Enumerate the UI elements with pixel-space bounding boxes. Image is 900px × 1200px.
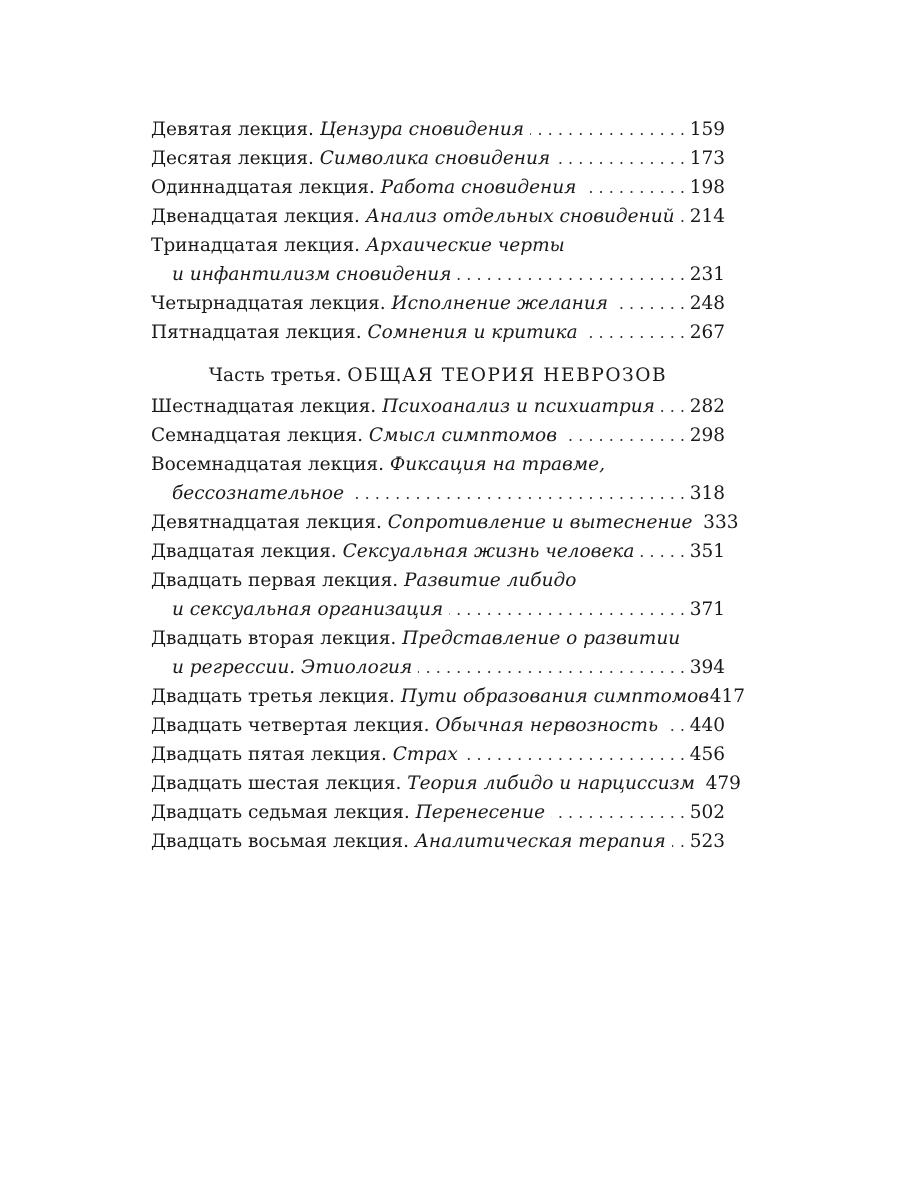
page-number: 298 — [689, 425, 725, 446]
page-number: 282 — [689, 396, 725, 417]
toc-entry[interactable] — [151, 450, 725, 508]
lecture-title: Представление о развитии — [402, 628, 681, 649]
page-number: 351 — [689, 541, 725, 562]
page-number: 198 — [689, 177, 725, 198]
page-number: 333 — [703, 512, 739, 533]
dot-leader — [418, 653, 685, 682]
lecture-title: Пути образования симптомов — [400, 686, 710, 707]
lecture-label: Двадцать вторая лекция. — [151, 628, 397, 649]
lecture-title: Цензура сновидения — [319, 119, 525, 140]
toc-entry[interactable] — [151, 682, 746, 711]
lecture-title: Сопротивление и вытеснение — [387, 512, 693, 533]
dot-leader — [664, 711, 685, 740]
part-three-heading — [151, 361, 725, 390]
dot-leader — [584, 318, 685, 347]
page-number: 456 — [689, 744, 725, 765]
lecture-title: Аналитическая терапия — [414, 831, 666, 852]
toc-entry[interactable] — [151, 318, 725, 347]
page-number: 371 — [689, 599, 725, 620]
lecture-label: Двадцать третья лекция. — [151, 686, 395, 707]
toc-entry[interactable] — [151, 289, 725, 318]
lecture-title: Исполнение желания — [391, 293, 609, 314]
lecture-title: Теория либидо и нарциссизм — [407, 773, 695, 794]
page-number: 479 — [705, 773, 741, 794]
lecture-label: Восемнадцатая лекция. — [151, 454, 384, 475]
lecture-label: Одиннадцатая лекция. — [151, 177, 375, 198]
dot-leader — [661, 392, 685, 421]
page-number: 248 — [689, 293, 725, 314]
lecture-label: Двадцатая лекция. — [151, 541, 337, 562]
lecture-title-continuation: и сексуальная организация — [172, 599, 444, 620]
page-number: 318 — [689, 483, 725, 504]
lecture-title: Обычная нервозность — [435, 715, 659, 736]
lecture-title: Символика сновидения — [319, 148, 551, 169]
page-number: 394 — [689, 657, 725, 678]
lecture-label: Двадцать пятая лекция. — [151, 744, 387, 765]
toc-entry[interactable] — [151, 566, 725, 624]
toc-entry[interactable] — [151, 144, 725, 173]
lecture-label: Семнадцатая лекция. — [151, 425, 364, 446]
dot-leader — [582, 173, 685, 202]
lecture-title: Фиксация на травме, — [389, 454, 605, 475]
table-of-contents — [151, 115, 746, 856]
lecture-title: Работа сновидения — [380, 177, 577, 198]
dot-leader — [614, 289, 685, 318]
lecture-label: Двадцать седьмая лекция. — [151, 802, 410, 823]
dot-leader — [672, 827, 685, 856]
toc-entry[interactable] — [151, 624, 725, 682]
toc-entry[interactable] — [151, 421, 725, 450]
lecture-title: Страх — [392, 744, 458, 765]
page-number: 417 — [709, 686, 746, 707]
toc-entry[interactable] — [151, 508, 739, 537]
lecture-label: Девятая лекция. — [151, 119, 314, 140]
lecture-label: Двадцать восьмая лекция. — [151, 831, 409, 852]
page-number: 440 — [689, 715, 725, 736]
lecture-label: Шестнадцатая лекция. — [151, 396, 377, 417]
toc-entry[interactable] — [151, 115, 725, 144]
lecture-label: Двадцать первая лекция. — [151, 570, 399, 591]
toc-entry[interactable] — [151, 711, 725, 740]
part-three-title: ОБЩАЯ ТЕОРИЯ НЕВРОЗОВ — [347, 365, 668, 386]
dot-leader — [640, 537, 685, 566]
part-three-entries — [151, 392, 746, 856]
lecture-title: Анализ отдельных сновидений — [365, 206, 675, 227]
toc-entry[interactable] — [151, 392, 725, 421]
lecture-title: Архаические черты — [365, 235, 565, 256]
toc-entry[interactable] — [151, 827, 725, 856]
lecture-title-continuation: бессознательное — [172, 483, 345, 504]
dot-leader — [556, 144, 685, 173]
lecture-label: Двенадцатая лекция. — [151, 206, 360, 227]
lecture-label: Пятнадцатая лекция. — [151, 322, 362, 343]
dot-leader — [563, 421, 685, 450]
toc-entry[interactable] — [151, 173, 725, 202]
lecture-label: Десятая лекция. — [151, 148, 314, 169]
page-number: 502 — [689, 802, 725, 823]
page-number: 214 — [689, 206, 725, 227]
lecture-title: Развитие либидо — [404, 570, 577, 591]
lecture-title: Психоанализ и психиатрия — [382, 396, 655, 417]
lecture-label: Девятнадцатая лекция. — [151, 512, 382, 533]
page-number: 231 — [689, 264, 725, 285]
dot-leader — [681, 202, 685, 231]
lecture-title: Сомнения и критика — [367, 322, 578, 343]
page-number: 159 — [689, 119, 725, 140]
dot-leader — [530, 115, 685, 144]
lecture-label: Четырнадцатая лекция. — [151, 293, 386, 314]
toc-entry[interactable] — [151, 231, 725, 289]
dot-leader — [457, 260, 685, 289]
lecture-title: Сексуальная жизнь человека — [342, 541, 635, 562]
toc-entry[interactable] — [151, 769, 741, 798]
dot-leader — [350, 479, 685, 508]
page-number: 523 — [689, 831, 725, 852]
page-number: 173 — [689, 148, 725, 169]
lecture-label: Двадцать четвертая лекция. — [151, 715, 430, 736]
toc-entry[interactable] — [151, 202, 725, 231]
toc-entry[interactable] — [151, 537, 725, 566]
dot-leader — [551, 798, 685, 827]
lecture-label: Тринадцатая лекция. — [151, 235, 361, 256]
part-three-prefix: Часть третья. — [208, 365, 342, 386]
lecture-label: Двадцать шестая лекция. — [151, 773, 402, 794]
lecture-title: Перенесение — [415, 802, 546, 823]
toc-entry[interactable] — [151, 740, 725, 769]
lecture-title: Смысл симптомов — [368, 425, 557, 446]
lecture-title-continuation: и регрессии. Этиология — [172, 657, 413, 678]
part-two-entries — [151, 115, 725, 347]
page-number: 267 — [689, 322, 725, 343]
dot-leader — [449, 595, 685, 624]
lecture-title-continuation: и инфантилизм сновидения — [172, 264, 452, 285]
dot-leader — [464, 740, 685, 769]
toc-entry[interactable] — [151, 798, 725, 827]
